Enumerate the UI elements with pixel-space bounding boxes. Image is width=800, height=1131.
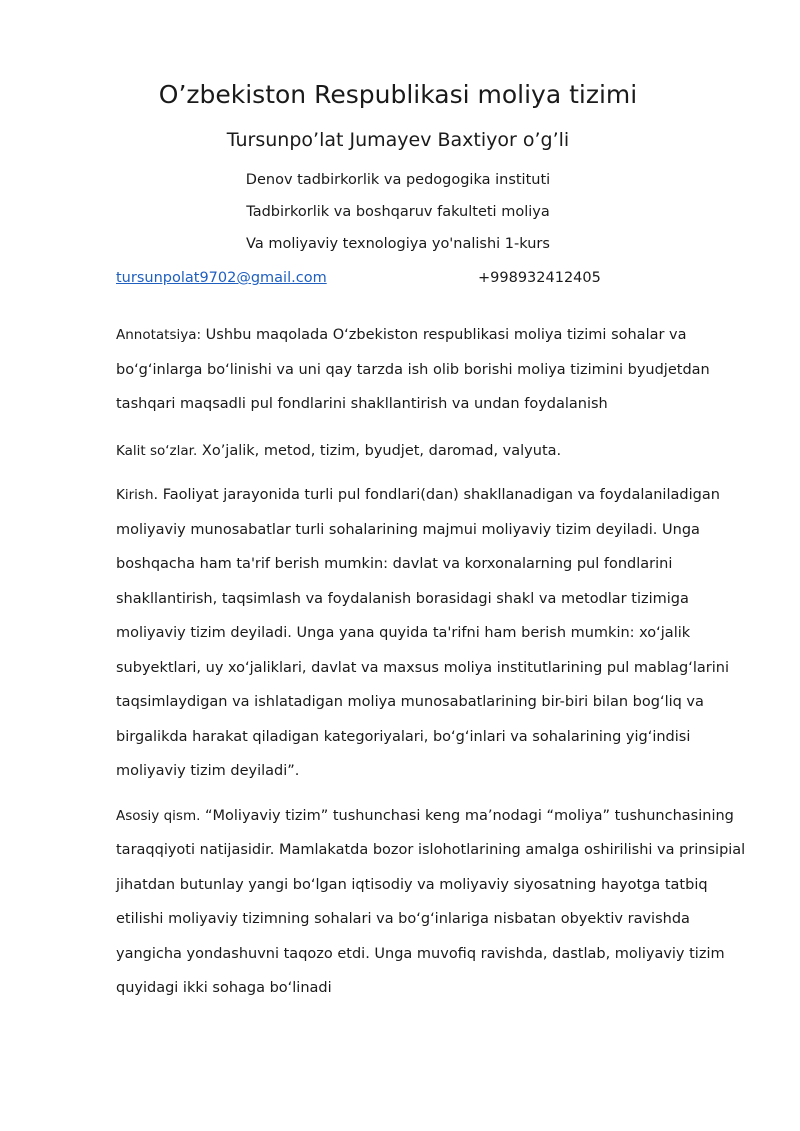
affiliation-line-1: Denov tadbirkorlik va pedogogika instituti xyxy=(245,172,551,188)
intro-label: Kirish xyxy=(116,487,154,503)
main-paragraph xyxy=(116,799,748,1006)
annotation-paragraph xyxy=(116,318,748,422)
affiliation-line-3: Va moliyaviy texnologiya yo'nalishi 1-kurs xyxy=(246,236,550,252)
contact-row xyxy=(116,266,744,290)
annotation-text: Ushbu maqolada O‘zbekiston respublikasi moliya tizimi sohalar va bo‘g‘inlarga bo‘linishi va uni qay tarzda ish olib borishi moliya tizimini byudjetdan tashqari maqsadli pul fondlarini shakllantirish va undan foydalanish xyxy=(116,327,710,412)
annotation-label: Annotatsiya: xyxy=(116,327,202,343)
intro-text: . Faoliyat jarayonida turli pul fondlari(dan) shakllanadigan va foydalaniladigan moliyaviy munosabatlar turli sohalarining majmui moliyaviy tizim deyiladi. Unga boshqacha ham ta'rif berish mumkin: davlat va korxonalarning pul fondlarini shakllantirish, taqsimlash va foydalanish borasidagi shakl va metodlar tizimiga moliyaviy tizim deyiladi. Unga yana quyida ta'rifni ham berish mumkin: xo‘jalik subyektlari, uy xo‘jaliklari, davlat va maxsus moliya institutlarining pul mablag‘larini taqsimlaydigan va ishlatadigan moliya munosabatlarining bir-biri bilan bog‘liq va birgalikda harakat qiladigan kategoriyalari, bo‘g‘inlari va sohalarining yig‘indisi moliyaviy tizim deyiladi”. xyxy=(116,487,729,779)
main-label: Asosiy qism. xyxy=(116,807,201,824)
paper-title: O’zbekiston Respublikasi moliya tizimi xyxy=(158,80,638,109)
keywords-text: Xo’jalik, metod, tizim, byudjet, daromad, valyuta. xyxy=(197,442,562,459)
email-link[interactable]: tursunpolat9702@gmail.com xyxy=(116,270,327,286)
phone-number: +998932412405 xyxy=(478,270,601,286)
author-name: Tursunpo’lat Jumayev Baxtiyor o’g’li xyxy=(226,129,570,151)
affiliation-line-2: Tadbirkorlik va boshqaruv fakulteti moliya xyxy=(246,204,550,220)
main-text: “Moliyaviy tizim” tushunchasi keng ma’nodagi “moliya” tushunchasining taraqqiyoti natijasidir. Mamlakatda bozor islohotlarining amalga oshirilishi va prinsipial jihatdan butunlay yangi bo‘lgan iqtisodiy va moliyaviy siyosatning hayotga tatbiq etilishi moliyaviy tizimning sohalari va bo‘g‘inlariga nisbatan obyektiv ravishda yangicha yondashuvni taqozo etdi. Unga muvofiq ravishda, dastlab, moliyaviy tizim quyidagi ikki sohaga bo‘linadi xyxy=(116,807,746,996)
keywords-paragraph xyxy=(116,434,748,469)
intro-paragraph xyxy=(116,478,748,789)
keywords-label: Kalit so‘zlar. xyxy=(116,442,198,459)
